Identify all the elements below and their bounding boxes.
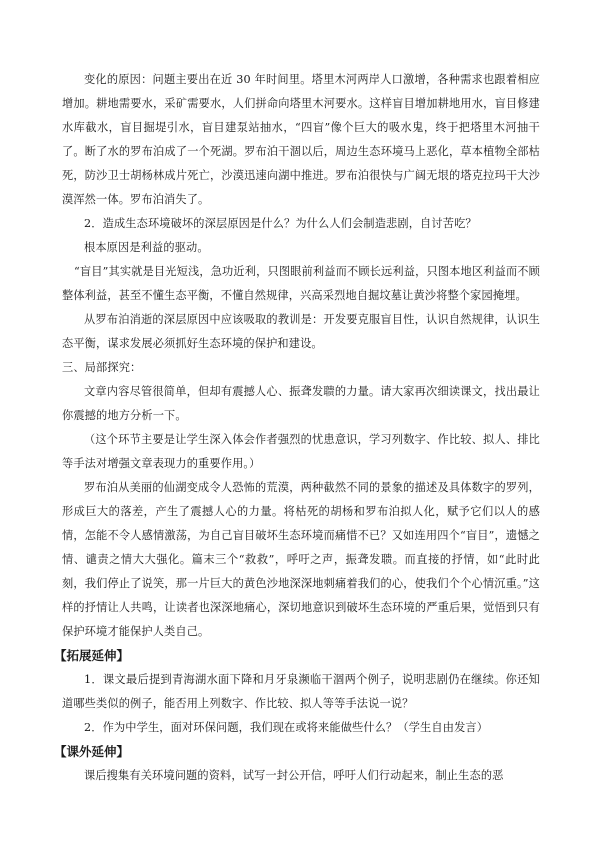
outside-extension-text: 课后搜集有关环境问题的资料，试写一封公开信，呼吁人们行动起来，制止生态的恶 [84,769,504,782]
extension-item-1: 1．课文最后提到青海湖水面下降和月牙泉濒临干涸两个例子，说明悲剧仍在继续。你还知道哪些类似的例子，能否用上列数字、作比较、拟人等等手法说一说？ [62,673,540,710]
paragraph-analysis: 罗布泊从美丽的仙湖变成令人恐怖的荒漠，两种截然不同的景象的描述及具体数字的罗列，形成巨大的落差，产生了震撼人心的力量。将枯死的胡杨和罗布泊拟人化，赋予它们以人的感情，怎能不令人感情激荡，为自己盲目破坏生态环境而痛惜不已？又如连用四个“盲目”，遗憾之情、谴责之情大大强化。篇末三个“救救”，呼吁之声，振聋发聩。而直接的抒情，如“此时此刻，我们停止了说笑，那一片巨大的黄色沙地深深地刺痛着我们的心，使我们个个心情沉重。”这样的抒情让人共鸣，让读者也深深地痛心，深切地意识到破坏生态环境的严重后果，觉悟到只有保护环境才能保护人类自己。 [62,481,540,638]
paragraph-inquiry-task: 文章内容尽管很简单，但却有震撼人心、振聋发聩的力量。请大家再次细读课文，找出最让你震撼的地方分析一下。 [62,385,540,422]
heading-local-inquiry: 三、局部探究： [62,361,142,374]
question-2: 2．造成生态环境破坏的深层原因是什么？为什么人们会制造悲剧，自讨苦吃？ [84,217,477,230]
answer-2: 根本原因是利益的驱动。 [84,241,209,254]
extension-heading: 【拓展延伸】 [54,648,130,663]
paragraph-lesson: 从罗布泊消逝的深层原因中应该吸取的教训是：开发要克服盲目性，认识自然规律，认识生态平衡，谋求发展必须抓好生态环境的保护和建设。 [62,313,540,350]
outside-extension-heading: 【课外延伸】 [54,744,130,759]
paragraph-blindness: “盲目”其实就是目光短浅，急功近利，只图眼前利益而不顾长远利益，只图本地区利益而不顾整体利益，甚至不懂生态平衡，不懂自然规律，兴高采烈地自掘坟墓让黄沙将整个家园掩埋。 [62,265,540,302]
paragraph-causes: 变化的原因：问题主要出在近 30 年时间里。塔里木河两岸人口激增，各种需求也跟着相应增加。耕地需要水，采矿需要水，人们拼命向塔里木河要水。这样盲目增加耕地用水，盲目修建水库截水，盲目掘堤引水，盲目建泵站抽水，“四盲”像个巨大的吸水鬼，终于把塔里木河抽干了。断了水的罗布泊成了一个死湖。罗布泊干涸以后，周边生态环境马上恶化，草本植物全部枯死，防沙卫士胡杨林成片死亡，沙漠迅速向湖中推进。罗布泊很快与广阔无垠的塔克拉玛干大沙漠浑然一体。罗布泊消失了。 [62,73,540,206]
document-body [54,68,540,788]
extension-item-2: 2．作为中学生，面对环保问题，我们现在或将来能做些什么？（学生自由发言） [84,721,489,734]
paragraph-inquiry-note: （这个环节主要是让学生深入体会作者强烈的忧患意识，学习列数字、作比较、拟人、排比等手法对增强文章表现力的重要作用。） [62,433,540,470]
